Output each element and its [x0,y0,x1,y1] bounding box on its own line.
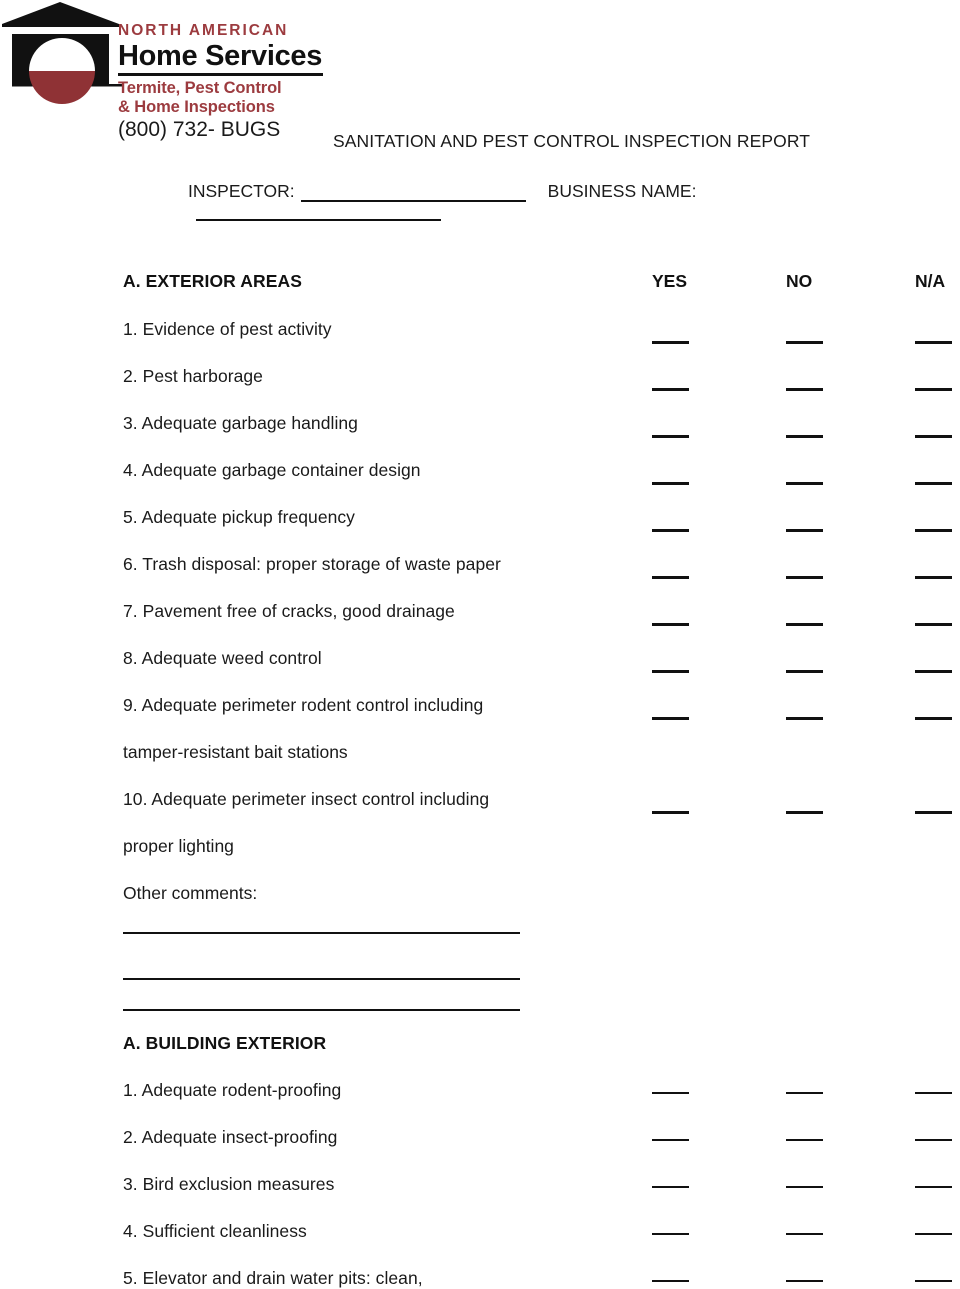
answer-blank-no[interactable] [786,341,823,344]
answer-blank-yes[interactable] [652,1186,689,1188]
company-logo [0,0,330,140]
answer-blank-no[interactable] [786,717,823,720]
comment-line-input[interactable] [123,932,520,934]
answer-blank-no[interactable] [786,1186,823,1188]
answer-blank-na[interactable] [915,811,952,814]
answer-blank-yes[interactable] [652,576,689,579]
answer-blank-na[interactable] [915,1280,952,1282]
answer-blank-yes[interactable] [652,529,689,532]
checklist-item-label: 5. Adequate pickup frequency [123,507,355,527]
answer-blank-yes[interactable] [652,1280,689,1282]
answer-blank-na[interactable] [915,1092,952,1094]
answer-blank-yes[interactable] [652,1092,689,1094]
answer-blank-no[interactable] [786,1092,823,1094]
checklist-item-label: 1. Evidence of pest activity [123,319,332,339]
answer-blank-na[interactable] [915,670,952,673]
business-name-label: BUSINESS NAME: [547,181,697,201]
answer-blank-no[interactable] [786,811,823,814]
column-header-no: NO [786,271,813,291]
checklist-item-label: 9. Adequate perimeter rodent control including [123,695,484,715]
checklist-item-label: 7. Pavement free of cracks, good drainage [123,601,455,621]
business-name-input[interactable] [196,202,441,221]
answer-blank-yes[interactable] [652,811,689,814]
answer-blank-na[interactable] [915,341,952,344]
answer-blank-na[interactable] [915,388,952,391]
answer-blank-yes[interactable] [652,623,689,626]
answer-blank-na[interactable] [915,1139,952,1141]
answer-blank-na[interactable] [915,1233,952,1235]
checklist-item-continuation: proper lighting [123,836,234,856]
answer-blank-yes[interactable] [652,717,689,720]
answer-blank-na[interactable] [915,529,952,532]
house-with-circle-logo [0,0,124,140]
section-heading-building-exterior: A. BUILDING EXTERIOR [123,1033,327,1053]
checklist-item-label: 6. Trash disposal: proper storage of waste paper [123,554,501,574]
logo-brand-line2: Home Services [118,40,323,72]
section-heading-exterior-areas: A. EXTERIOR AREAS [123,271,302,291]
checklist-item-label: 8. Adequate weed control [123,648,322,668]
answer-blank-no[interactable] [786,482,823,485]
comment-line-input[interactable] [123,1009,520,1011]
answer-blank-no[interactable] [786,388,823,391]
checklist-item-label: 4. Sufficient cleanliness [123,1221,307,1241]
checklist-item-label: 4. Adequate garbage container design [123,460,421,480]
answer-blank-yes[interactable] [652,341,689,344]
answer-blank-no[interactable] [786,623,823,626]
checklist-item-label: 2. Pest harborage [123,366,263,386]
checklist-item-label: 2. Adequate insect-proofing [123,1127,338,1147]
checklist-item-label: 10. Adequate perimeter insect control including [123,789,490,809]
answer-blank-na[interactable] [915,717,952,720]
answer-blank-no[interactable] [786,576,823,579]
answer-blank-no[interactable] [786,529,823,532]
answer-blank-no[interactable] [786,435,823,438]
comment-line-input[interactable] [123,978,520,980]
inspector-label: INSPECTOR: [188,181,295,201]
page-title: SANITATION AND PEST CONTROL INSPECTION REPORT [333,131,811,151]
inspector-input[interactable] [301,183,526,202]
answer-blank-no[interactable] [786,1139,823,1141]
logo-tagline-line1: Termite, Pest Control [118,79,282,97]
answer-blank-na[interactable] [915,435,952,438]
logo-wordmark [118,22,330,142]
header-fields [188,181,928,205]
column-header-yes: YES [652,271,688,291]
other-comments-label: Other comments: [123,883,258,903]
answer-blank-yes[interactable] [652,435,689,438]
checklist-item-continuation: tamper-resistant bait stations [123,742,348,762]
column-header-na: N/A [915,271,946,291]
checklist-item-label: 1. Adequate rodent-proofing [123,1080,342,1100]
answer-blank-na[interactable] [915,623,952,626]
answer-blank-yes[interactable] [652,388,689,391]
logo-divider [118,73,323,76]
answer-blank-yes[interactable] [652,1139,689,1141]
checklist-item-label: 3. Adequate garbage handling [123,413,358,433]
logo-phone: (800) 732- BUGS [118,118,281,141]
logo-brand-line1: NORTH AMERICAN [118,22,289,39]
answer-blank-na[interactable] [915,576,952,579]
answer-blank-no[interactable] [786,1233,823,1235]
checklist-item-label: 5. Elevator and drain water pits: clean, [123,1268,423,1288]
answer-blank-na[interactable] [915,1186,952,1188]
answer-blank-yes[interactable] [652,1233,689,1235]
answer-blank-na[interactable] [915,482,952,485]
answer-blank-yes[interactable] [652,482,689,485]
logo-tagline-line2: & Home Inspections [118,98,275,116]
checklist-item-label: 3. Bird exclusion measures [123,1174,335,1194]
answer-blank-yes[interactable] [652,670,689,673]
answer-blank-no[interactable] [786,670,823,673]
answer-blank-no[interactable] [786,1280,823,1282]
